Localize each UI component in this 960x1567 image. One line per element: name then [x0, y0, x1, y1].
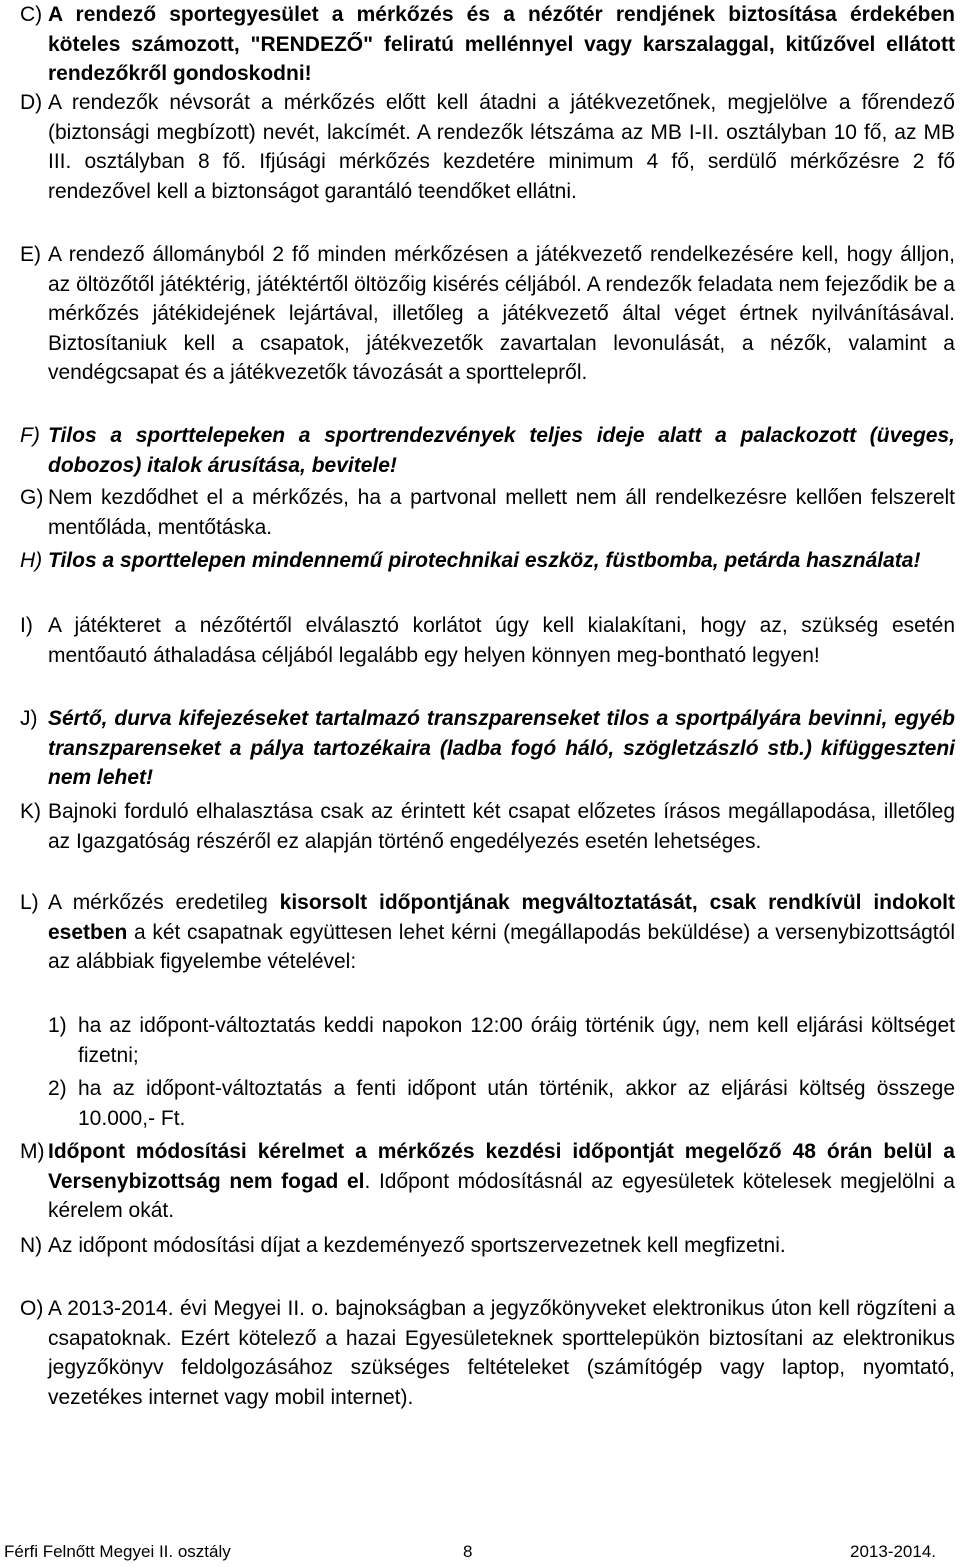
paragraph-text: Bajnoki forduló elhalasztása csak az érintett két csapat előzetes írásos megállapodása, illetőleg az Igazgatóság részéről ez alapján történő engedélyezés esetén lehetséges. — [48, 800, 955, 853]
list-item-number: 1) — [48, 1014, 67, 1037]
list-item-text: ha az időpont-változtatás a fenti időpont után történik, akkor az eljárási költség összege 10.000,- Ft. — [78, 1077, 955, 1130]
paragraph-h — [20, 546, 955, 576]
paragraph-e — [20, 240, 955, 388]
paragraph-o — [20, 1294, 955, 1412]
paragraph-text-part: A mérkőzés eredetileg — [48, 891, 268, 914]
paragraph-label: I) — [20, 614, 33, 637]
list-item-text: ha az időpont-változtatás keddi napokon 12:00 óráig történik úgy, nem kell eljárási költséget fizetni; — [78, 1014, 955, 1067]
paragraph-label: H) — [20, 549, 43, 572]
paragraph-label: M) — [20, 1140, 45, 1163]
paragraph-i — [20, 611, 955, 670]
list-item-number: 2) — [48, 1077, 67, 1100]
footer-page-number: 8 — [463, 1542, 473, 1561]
paragraph-text: A rendező sportegyesület a mérkőzés és a nézőtér rendjének biztosítása érdekében köteles számozott, "RENDEZŐ" feliratú mellénnyel vagy karszalaggal, kitűzővel ellátott rendezőkről gondoskodni! — [48, 3, 955, 85]
paragraph-text: Sértő, durva kifejezéseket tartalmazó transzparenseket tilos a sportpályára bevinni, egyéb transzparenseket a pálya tartozékaira (ladba fogó háló, szögletzászló stb.) kifüggeszteni nem lehet! — [48, 707, 955, 789]
paragraph-label: N) — [20, 1234, 43, 1257]
list-item-2 — [48, 1074, 955, 1133]
paragraph-text: Tilos a sporttelepen mindennemű pirotechnikai eszköz, füstbomba, petárda használata! — [48, 549, 921, 572]
paragraph-d — [20, 88, 955, 206]
paragraph-label: F) — [20, 424, 40, 447]
paragraph-m — [20, 1137, 955, 1226]
paragraph-text — [48, 1137, 955, 1226]
paragraph-emphasis: kisorsolt időpontjának megváltoztatását, csak rendkívül indokolt esetben — [48, 891, 955, 944]
paragraph-text: A 2013-2014. évi Megyei II. o. bajnokságban a jegyzőkönyveket elektronikus úton kell rögzíteni a csapatoknak. Ezért kötelező a hazai Egyesületeknek sporttelepükön biztosítani az elektronikus jegyzőkönyv feldolgozásához szükséges feltételeket (számítógép vagy laptop, nyomtató, vezetékes internet vagy mobil internet). — [48, 1297, 955, 1409]
paragraph-label: C) — [20, 3, 43, 26]
paragraph-label: O) — [20, 1297, 44, 1320]
paragraph-label: D) — [20, 91, 43, 114]
paragraph-text: Nem kezdődhet el a mérkőzés, ha a partvonal mellett nem áll rendelkezésre kellően felszerelt mentőláda, mentőtáska. — [48, 486, 955, 539]
paragraph-text: A játékteret a nézőtértől elválasztó korlátot úgy kell kialakítani, hogy az, szükség esetén mentőautó áthaladása céljából legalább egy helyen könnyen meg-bontható legyen! — [48, 614, 955, 667]
paragraph-f — [20, 421, 955, 480]
paragraph-j — [20, 704, 955, 793]
paragraph-label: J) — [20, 707, 38, 730]
paragraph-text: Az időpont módosítási díjat a kezdeményező sportszervezetnek kell megfizetni. — [48, 1234, 786, 1257]
paragraph-text — [48, 888, 955, 977]
paragraph-k — [20, 797, 955, 856]
footer-title: Férfi Felnőtt Megyei II. osztály — [4, 1542, 231, 1561]
paragraph-text: A rendező állományból 2 fő minden mérkőzésen a játékvezető rendelkezésére kell, hogy álljon, az öltözőtől játéktérig, játéktértől öltözőig kisérés céljából. A rendezők feladata nem fejeződik be a mérkőzés játékidejének lejártával, illetőleg a játékvezető által véget értnek nyilvánításával. Biztosítaniuk kell a csapatok, játékvezetők zavartalan levonulását, a nézők, valamint a vendégcsapat és a játékvezetők távozását a sporttelepről. — [48, 243, 955, 384]
paragraph-text-part: a két csapatnak együttesen lehet kérni (megállapodás beküldése) a versenybizottságtól az alábbiak figyelembe vételével: — [48, 920, 955, 973]
paragraph-c — [20, 0, 955, 89]
paragraph-label: L) — [20, 891, 39, 914]
list-item-1 — [48, 1011, 955, 1070]
paragraph-label: G) — [20, 486, 44, 509]
paragraph-text-part: . Időpont módosításnál az egyesületek kötelesek megjelölni a kérelem okát. — [48, 1169, 955, 1222]
paragraph-emphasis: Időpont módosítási kérelmet a mérkőzés kezdési időpontját megelőző 48 órán belül a Versenybizottság nem fogad el — [48, 1140, 955, 1193]
paragraph-g — [20, 483, 955, 542]
paragraph-text: A rendezők névsorát a mérkőzés előtt kell átadni a játékvezetőnek, megjelölve a főrendező (biztonsági megbízott) nevét, lakcímét. A rendezők létszáma az MB I-II. osztályban 10 fő, az MB III. osztályban 8 fő. Ifjúsági mérkőzés kezdetére minimum 4 fő, serdülő mérkőzésre 2 fő rendezővel kell a biztonságot garantáló teendőket ellátni. — [48, 91, 955, 203]
paragraph-l — [20, 888, 955, 977]
paragraph-label: E) — [20, 243, 41, 266]
paragraph-label: K) — [20, 800, 41, 823]
footer-season: 2013-2014. — [850, 1542, 937, 1561]
paragraph-text: Tilos a sporttelepeken a sportrendezvények teljes ideje alatt a palackozott (üveges, dobozos) italok árusítása, bevitele! — [48, 424, 955, 477]
paragraph-n — [20, 1231, 955, 1261]
